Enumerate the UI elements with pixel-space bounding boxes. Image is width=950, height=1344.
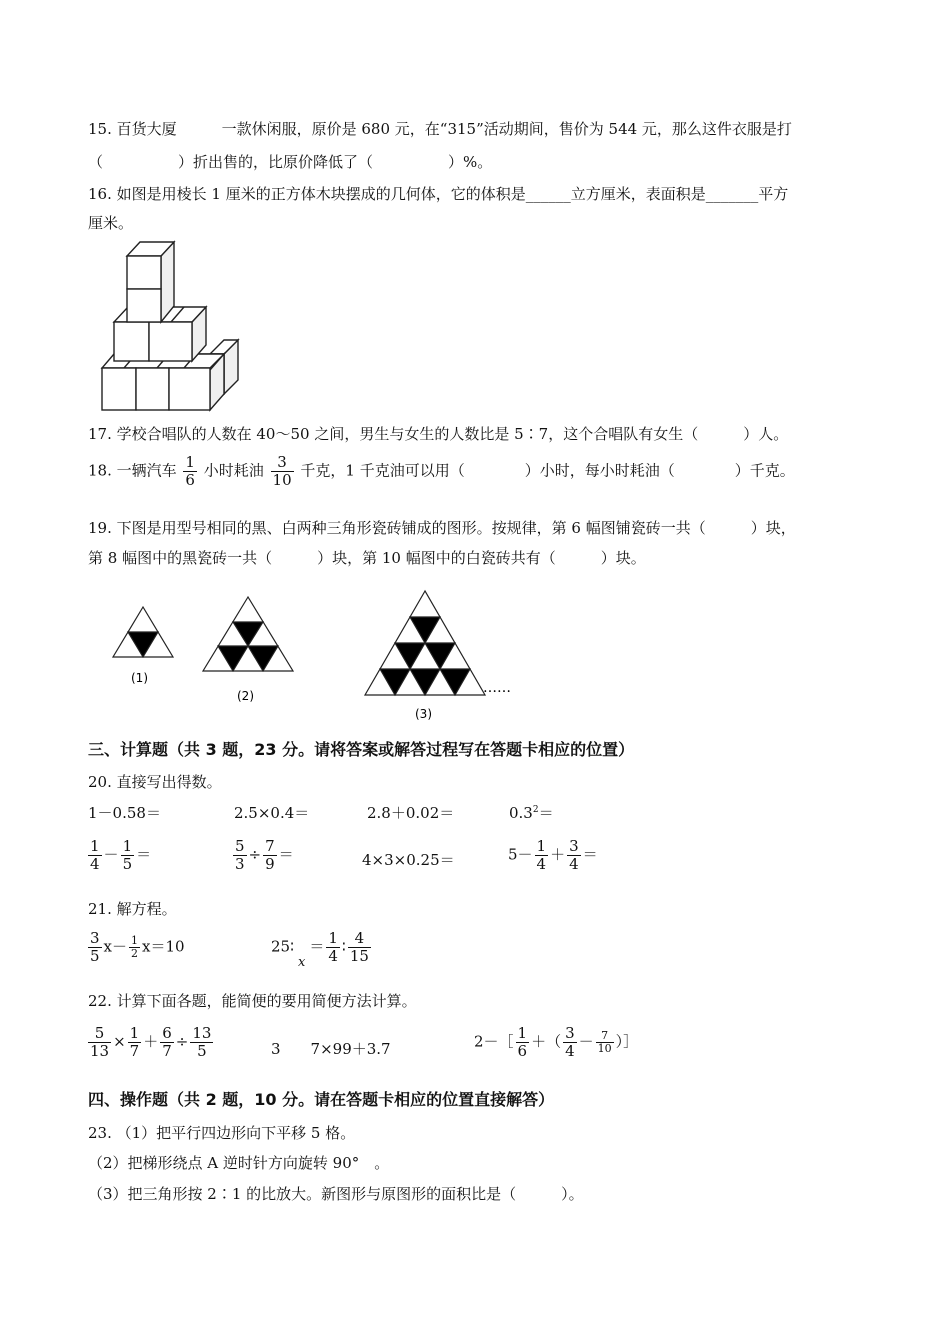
cube-stack-figure (100, 240, 245, 415)
q22-title: 22. 计算下面各题，能简便的要用简便方法计算。 (88, 992, 417, 1010)
q21-title: 21. 解方程。 (88, 900, 177, 918)
q19-line1: 19. 下图是用型号相同的黑、白两种三角形瓷砖铺成的图形。按规律，第 6 幅图铺瓷砖一共（ ）块， (88, 519, 796, 537)
q15-line2: （ ）折出售的，比原价降低了（ ）%。 (88, 153, 493, 171)
q22-expr-1: $\frac{5}{13}$ × $\frac{1}{7}$ ＋ $\frac{6}{7}$ ÷ $\frac{13}{5}$ (90, 1024, 212, 1060)
q18-part3: 千克，1 千克油可以用（ ）小时，每小时耗油（ ）千克。 (300, 461, 795, 480)
q20-title: 20. 直接写出得数。 (88, 773, 222, 791)
q21-equation-2: 25∶x＝ $\frac{1}{4}$ ∶ $\frac{4}{15}$ (271, 929, 369, 970)
q15-line1: 15. 百货大厦 一款休闲服，原价是 680 元，在“315”活动期间，售价为 544 元，那么这件衣服是打 (88, 120, 792, 138)
q22-expr-3: 2－［ $\frac{1}{6}$ ＋（ $\frac{3}{4}$ － $\frac{7}{10}$ ）］ (474, 1024, 639, 1060)
q20-r1-c: 2.8＋0.02＝ (367, 804, 455, 822)
q20-r1-a: 1－0.58＝ (88, 804, 161, 822)
q19-line2: 第 8 幅图中的黑瓷砖一共（ ）块，第 10 幅图中的白瓷砖共有（ ）块。 (88, 549, 646, 567)
q22-expr-2: 3 7×99＋3.7 (271, 1040, 391, 1058)
q17-text: 17. 学校合唱队的人数在 40～50 之间，男生与女生的人数比是 5∶7，这个合唱队有女生（ ）人。 (88, 425, 789, 443)
section3-title: 三、计算题（共 3 题，23 分。请将答案或解答过程写在答题卡相应的位置） (88, 740, 635, 759)
q18-line (88, 454, 795, 489)
q23-line2: （2）把梯形绕点 A 逆时针方向旋转 90° 。 (88, 1154, 390, 1172)
q20-r1-d: $0.3^2=$ (509, 804, 554, 822)
tiling-label-1: (1) (131, 671, 148, 685)
q20-r1-b: 2.5×0.4＝ (234, 804, 310, 822)
q23-line1: 23. （1）把平行四边形向下平移 5 格。 (88, 1124, 356, 1142)
q18-part2: 小时耗油 (203, 461, 264, 480)
q20-r2-a: $\frac{1}{4}$ － $\frac{1}{5}$ ＝ (90, 837, 152, 873)
q18-fraction-2: $\frac{3}{10}$ (272, 453, 292, 489)
tiling-label-2: (2) (237, 689, 254, 703)
q23-line3: （3）把三角形按 2∶1 的比放大。新图形与原图形的面积比是（ ）。 (88, 1185, 584, 1203)
q18-fraction-1: $\frac{1}{6}$ (185, 453, 195, 489)
q18-part1: 18. 一辆汽车 (88, 461, 177, 480)
q16-line2: 厘米。 (88, 214, 134, 232)
q20-r2-d: 5－ $\frac{1}{4}$ ＋ $\frac{3}{4}$ ＝ (508, 837, 598, 873)
q20-r2-b: $\frac{5}{3}$ ÷ $\frac{7}{9}$ ＝ (235, 837, 294, 873)
q16-line1: 16. 如图是用棱长 1 厘米的正方体木块摆成的几何体，它的体积是______立方厘米，表面积是_______平方 (88, 185, 789, 203)
triangle-tiling-figure (105, 585, 545, 725)
q21-equation-1: $\frac{3}{5}$ x－ $\frac{1}{2}$ x＝10 (90, 929, 185, 965)
q20-r2-c: 4×3×0.25＝ (362, 851, 455, 869)
tiling-ellipsis: …… (483, 680, 511, 696)
section4-title: 四、操作题（共 2 题，10 分。请在答题卡相应的位置直接解答） (88, 1090, 555, 1109)
tiling-label-3: (3) (415, 707, 432, 721)
